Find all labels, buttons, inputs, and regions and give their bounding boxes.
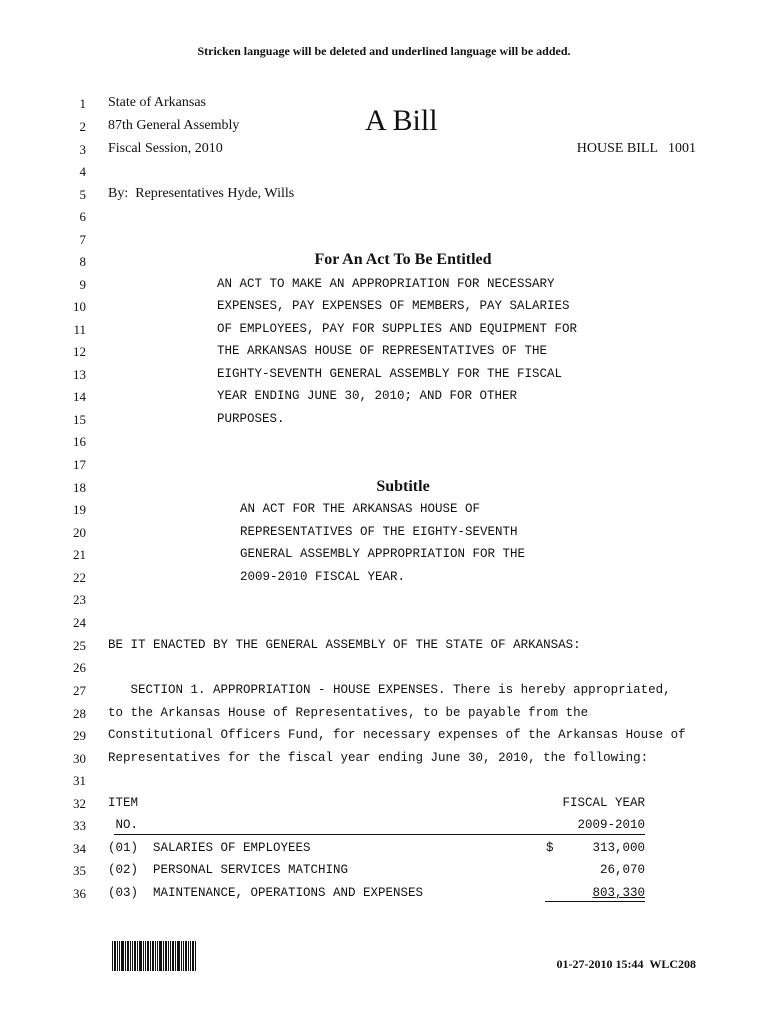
line-number: 6 <box>79 209 86 224</box>
enacting-clause: BE IT ENACTED BY THE GENERAL ASSEMBLY OF THE STATE OF ARKANSAS: <box>108 638 581 652</box>
state-name: State of Arkansas <box>108 95 206 110</box>
item-amount-total: 803,330 <box>592 886 645 900</box>
line-number: 13 <box>73 367 86 382</box>
line-number: 23 <box>73 592 86 607</box>
line-number: 34 <box>73 841 86 856</box>
line-number: 3 <box>79 142 86 157</box>
title-line: EIGHTY-SEVENTH GENERAL ASSEMBLY FOR THE FISCAL <box>217 367 563 381</box>
line-number: 22 <box>73 570 86 585</box>
general-assembly: 87th General Assembly <box>108 118 240 133</box>
amendment-notice: Stricken language will be deleted and underlined language will be added. <box>197 44 571 58</box>
line-number: 12 <box>73 344 86 359</box>
line-number: 24 <box>73 615 86 630</box>
line-number: 7 <box>79 232 86 247</box>
title-line: YEAR ENDING JUNE 30, 2010; AND FOR OTHER <box>217 389 518 403</box>
line-number: 2 <box>79 119 86 134</box>
sponsors: By: Representatives Hyde, Wills <box>108 186 295 201</box>
subtitle-line: GENERAL ASSEMBLY APPROPRIATION FOR THE <box>240 547 526 561</box>
item-amount: 313,000 <box>592 841 645 855</box>
session: Fiscal Session, 2010 <box>108 141 223 156</box>
footer-timestamp: 01-27-2010 15:44 WLC208 <box>556 957 696 971</box>
subtitle-line: REPRESENTATIVES OF THE EIGHTY-SEVENTH <box>240 525 518 539</box>
line-number: 21 <box>73 547 86 562</box>
title-line: PURPOSES. <box>217 412 285 426</box>
column-header-item-no: NO. <box>108 818 139 832</box>
item-number: (03) <box>108 886 139 900</box>
item-description: MAINTENANCE, OPERATIONS AND EXPENSES <box>153 886 424 900</box>
line-number: 32 <box>73 796 86 811</box>
line-number: 10 <box>73 299 86 314</box>
line-number: 33 <box>73 818 86 833</box>
line-number: 11 <box>73 322 86 337</box>
line-number: 28 <box>73 706 86 721</box>
item-description: SALARIES OF EMPLOYEES <box>153 841 311 855</box>
title-heading: For An Act To Be Entitled <box>314 251 492 268</box>
bill-title: A Bill <box>365 104 438 137</box>
subtitle-heading: Subtitle <box>376 478 430 495</box>
title-line: THE ARKANSAS HOUSE OF REPRESENTATIVES OF THE <box>217 344 548 358</box>
section-text-line: Representatives for the fiscal year ending June 30, 2010, the following: <box>108 751 649 765</box>
line-number: 15 <box>73 412 86 427</box>
line-number: 5 <box>79 187 86 202</box>
line-number: 26 <box>73 660 86 675</box>
title-line: AN ACT TO MAKE AN APPROPRIATION FOR NECESSARY <box>217 277 555 291</box>
title-line: EXPENSES, PAY EXPENSES OF MEMBERS, PAY SALARIES <box>217 299 570 313</box>
item-number: (02) <box>108 863 139 877</box>
line-number: 19 <box>73 502 86 517</box>
bill-number: HOUSE BILL 1001 <box>576 141 696 156</box>
title-line: OF EMPLOYEES, PAY FOR SUPPLIES AND EQUIPMENT FOR <box>217 322 578 336</box>
barcode-image <box>112 941 204 971</box>
line-number: 18 <box>73 480 86 495</box>
line-number: 35 <box>73 863 86 878</box>
section-text-line: SECTION 1. APPROPRIATION - HOUSE EXPENSES. There is hereby appropriated, <box>108 683 671 697</box>
item-amount: 26,070 <box>599 863 645 877</box>
column-header-item: ITEM <box>108 796 139 810</box>
line-number: 17 <box>73 457 86 472</box>
line-number: 30 <box>73 751 86 766</box>
line-number: 20 <box>73 525 86 540</box>
line-number: 36 <box>73 886 86 901</box>
line-number: 1 <box>79 96 86 111</box>
line-number: 29 <box>73 728 86 743</box>
line-number: 31 <box>73 773 86 788</box>
line-number: 9 <box>79 277 86 292</box>
section-text-line: Constitutional Officers Fund, for necessary expenses of the Arkansas House of <box>108 728 686 742</box>
line-number: 14 <box>73 389 86 404</box>
item-number: (01) <box>108 841 139 855</box>
line-number: 25 <box>73 638 86 653</box>
section-text-line: to the Arkansas House of Representatives, to be payable from the <box>108 706 589 720</box>
line-number: 27 <box>73 683 86 698</box>
subtitle-line: AN ACT FOR THE ARKANSAS HOUSE OF <box>240 502 481 516</box>
column-header-fiscal-year: FISCAL YEAR <box>562 796 645 810</box>
header-rule <box>114 834 645 835</box>
item-description: PERSONAL SERVICES MATCHING <box>153 863 349 877</box>
currency-symbol: $ <box>546 841 554 855</box>
line-number: 16 <box>73 434 86 449</box>
total-underline <box>545 901 645 902</box>
column-header-year-range: 2009-2010 <box>577 818 645 832</box>
line-number: 8 <box>79 254 86 269</box>
subtitle-line: 2009-2010 FISCAL YEAR. <box>240 570 406 584</box>
line-number: 4 <box>79 164 86 179</box>
